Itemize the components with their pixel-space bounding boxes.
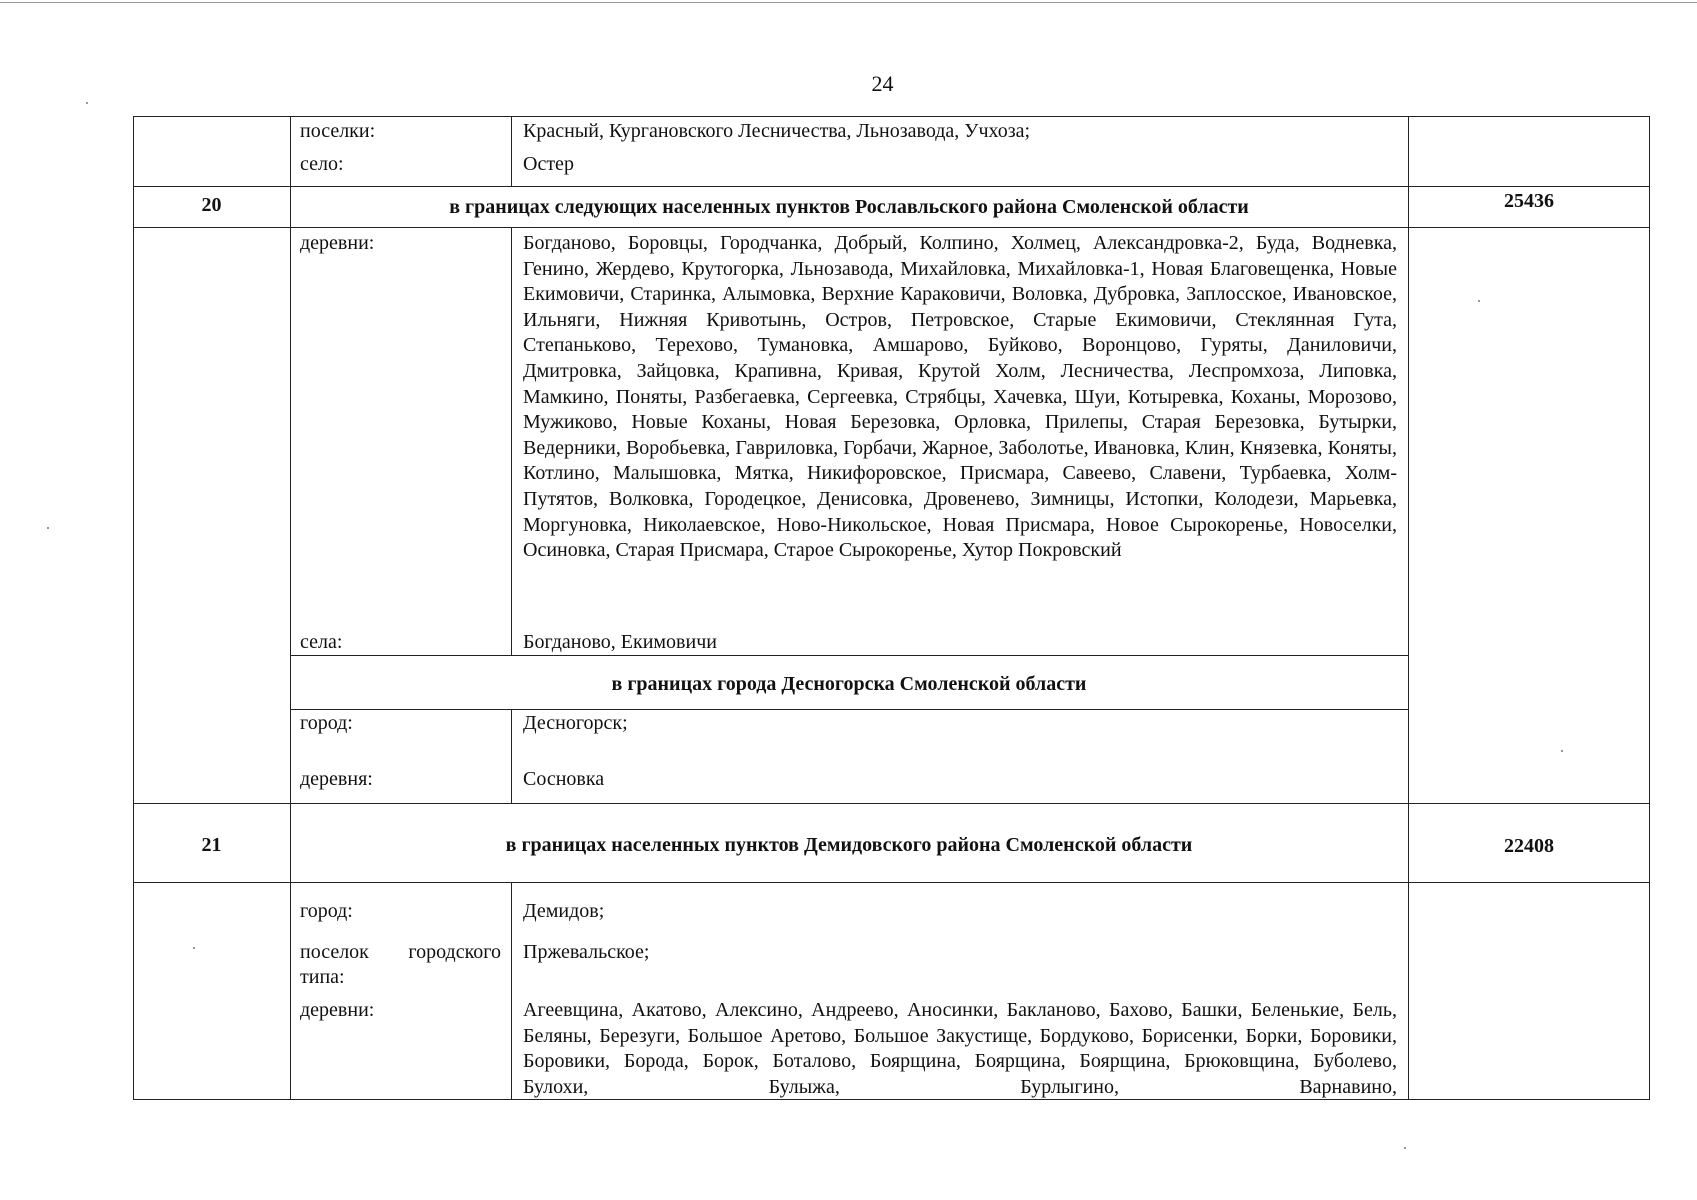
row-number-20: 20 (201, 194, 222, 216)
scan-speck (1404, 1147, 1406, 1149)
label-selo: село: (300, 153, 344, 175)
label-gorod: город: (300, 900, 353, 922)
label-derevnya: деревня: (300, 768, 373, 790)
label-gorod: город: (300, 712, 353, 734)
label-derevni: деревни: (300, 232, 375, 254)
column-divider (511, 882, 512, 1100)
value-derevni-list: Агеевщина, Акатово, Алексино, Андреево, Аносинки, Бакланово, Бахово, Башки, Беленькие, Бель, Беляны, Березуги, Большое Аретово, Большое Закустище, Бордуково, Борисенки, Борки, Боровики, Боровики, Борода, Борок, Боталово, Боярщина, Боярщина, Боярщина, Брюковщина, Буболево, Булохи, Булыжа, Бурлыгино, Варнавино, (523, 999, 1397, 1098)
value-gorod: Десногорск; (523, 712, 628, 734)
label-derevni: деревни: (300, 999, 375, 1021)
scan-speck (86, 102, 88, 104)
label-pgt-line2: типа: (300, 966, 345, 988)
value-poselki: Красный, Кургановского Лесничества, Льнозавода, Учхоза; (523, 120, 1031, 142)
value-derevnya: Сосновка (523, 768, 605, 790)
row-21-amount: 22408 (1504, 835, 1554, 857)
scan-edge-line (0, 2, 1697, 3)
scan-speck (1561, 750, 1563, 752)
column-divider (290, 116, 291, 1100)
label-poselki: поселки: (300, 120, 376, 142)
value-gorod: Демидов; (523, 900, 605, 922)
value-sela: Богданово, Екимовичи (523, 631, 717, 653)
row-divider (133, 882, 1650, 883)
row-20-header: в границах следующих населенных пунктов Рославльского района Смоленской области (449, 196, 1249, 218)
row-number-21: 21 (201, 834, 222, 856)
row-divider (290, 709, 1408, 710)
row-20-amount: 25436 (1504, 190, 1554, 212)
page-number: 24 (871, 71, 894, 96)
column-divider (511, 227, 512, 656)
scan-speck (1478, 300, 1480, 302)
column-divider (511, 709, 512, 804)
desnogorsk-subheader: в границах города Десногорска Смоленской области (611, 673, 1087, 695)
row-divider (133, 227, 1650, 228)
row-21-header: в границах населенных пунктов Демидовского района Смоленской области (505, 834, 1193, 856)
row-divider (133, 186, 1650, 187)
value-derevni-list: Богданово, Боровцы, Городчанка, Добрый, Колпино, Холмец, Александровка-2, Буда, Водневка, Генино, Жердево, Крутогорка, Льнозавода, Михайловка, Михайловка-1, Новая Благовещенка, Новые Екимовичи, Старинка, Алымовка, Верхние Караковичи, Воловка, Дубровка, Заплосское, Ивановское, Ильняги, Нижняя Кривотынь, Остров, Петровское, Старые Екимовичи, Стеклянная Гута, Степаньково, Терехово, Тумановка, Амшарово, Буйково, Воронцово, Гуряты, Даниловичи, Дмитровка, Зайцовка, Крапивна, Кривая, Крутой Холм, Лесничества, Леспромхоза, Липовка, Мамкино, Поняты, Разбегаевка, Сергеевка, Стрябцы, Хачевка, Шуи, Котыревка, Коханы, Морозово, Мужиково, Новые Коханы, Новая Березовка, Орловка, Прилепы, Старая Березовка, Бутырки, Ведерники, Воробьевка, Гавриловка, Горбачи, Жарное, Заболотье, Ивановка, Клин, Князевка, Коняты, Котлино, Малышовка, Мятка, Никифоровское, Присмара, Савеево, Славени, Турбаевка, Холм-Путятов, Волковка, Городецкое, Денисовка, Дровенево, Зимницы, Истопки, Колодези, Марьевка, Моргуновка, Николаевское, Ново-Никольское, Новая Присмара, Новое Сырокоренье, Новоселки, Осиновка, Старая Присмара, Старое Сырокоренье, Хутор Покровский (523, 232, 1397, 562)
row-divider (290, 655, 1408, 656)
scan-speck (47, 527, 49, 529)
label-pgt-line1: поселок городского (300, 941, 501, 963)
value-pgt: Пржевальское; (523, 941, 650, 963)
row-divider (133, 803, 1650, 804)
value-selo: Остер (523, 153, 574, 175)
scan-speck (193, 947, 195, 949)
label-sela: села: (300, 631, 343, 653)
column-divider (511, 116, 512, 187)
column-divider (1408, 116, 1409, 1100)
